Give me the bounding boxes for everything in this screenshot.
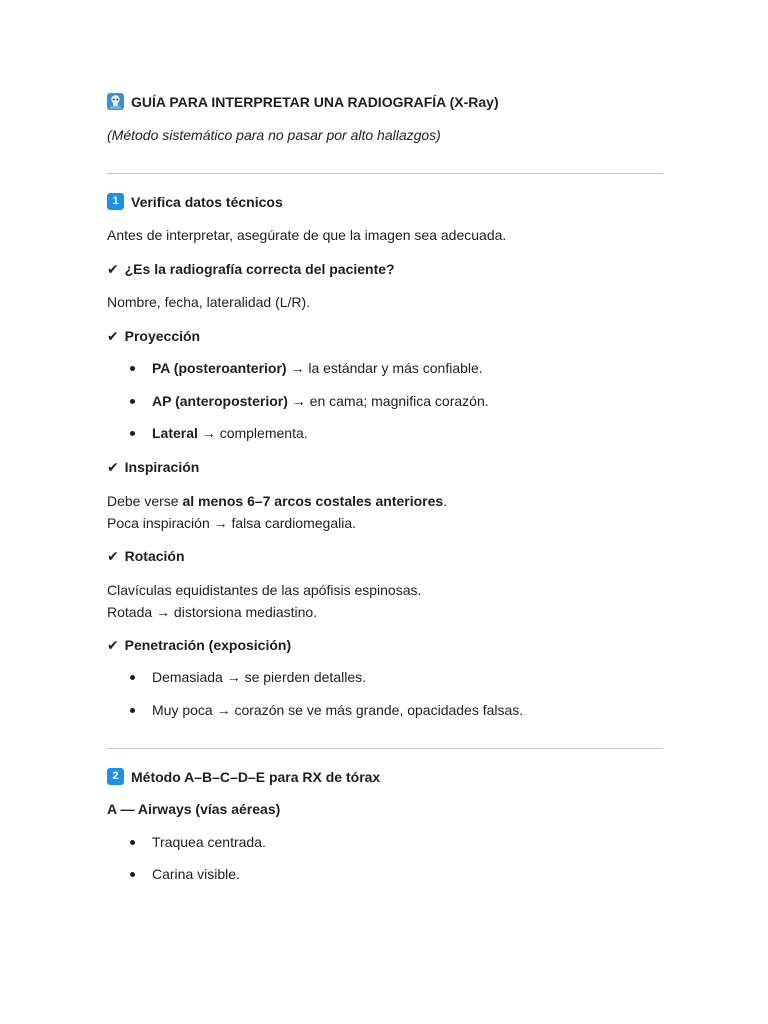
section-1-intro: Antes de interpretar, asegúrate de que la imagen sea adecuada. [107, 227, 507, 243]
check-icon: ✔ [107, 637, 119, 653]
patient-check-heading: ✔ ¿Es la radiografía correcta del paciente? [107, 261, 395, 277]
bullet-icon [130, 840, 135, 845]
rotation-text: Clavículas equidistantes de las apófisis espinosas. Rotada → distorsiona mediastino. [107, 582, 422, 620]
section-2-title: Método A–B–C–D–E para RX de tórax [131, 768, 381, 785]
divider [107, 748, 663, 749]
penetration-heading: ✔ Penetración (exposición) [107, 637, 292, 653]
document-title [107, 93, 499, 110]
list-item: Lateral → complementa. [130, 425, 308, 441]
patient-check-text: Nombre, fecha, lateralidad (L/R). [107, 294, 311, 310]
list-item: Traquea centrada. [130, 834, 266, 850]
check-icon: ✔ [107, 548, 119, 564]
airways-heading: A — Airways (vías aéreas) [107, 801, 281, 817]
divider [107, 173, 663, 174]
list-item: Muy poca → corazón se ve más grande, opacidades falsas. [130, 702, 523, 718]
bullet-icon [130, 675, 135, 680]
check-icon: ✔ [107, 328, 119, 344]
title-text: GUÍA PARA INTERPRETAR UNA RADIOGRAFÍA (X-Ray) [131, 93, 499, 110]
section-1-heading [107, 193, 283, 210]
list-item: Carina visible. [130, 866, 240, 882]
bullet-icon [130, 708, 135, 713]
bullet-icon [130, 366, 135, 371]
document-subtitle: (Método sistemático para no pasar por alto hallazgos) [107, 127, 441, 143]
bullet-icon [130, 431, 135, 436]
inspiration-heading: ✔ Inspiración [107, 459, 200, 475]
list-item: AP (anteroposterior) → en cama; magnifica corazón. [130, 393, 489, 409]
bullet-icon [130, 399, 135, 404]
number-1-badge: 1 [107, 193, 124, 210]
check-icon: ✔ [107, 261, 119, 277]
list-item: Demasiada → se pierden detalles. [130, 669, 366, 685]
list-item: PA (posteroanterior) → la estándar y más confiable. [130, 360, 483, 376]
projection-heading: ✔ Proyección [107, 328, 201, 344]
check-icon: ✔ [107, 459, 119, 475]
section-1-title: Verifica datos técnicos [131, 193, 283, 210]
rotation-heading: ✔ Rotación [107, 548, 185, 564]
number-2-badge: 2 [107, 768, 124, 785]
bullet-icon [130, 872, 135, 877]
inspiration-text: Debe verse al menos 6–7 arcos costales anteriores. Poca inspiración → falsa cardiomegalia. [107, 493, 448, 531]
xray-icon [107, 93, 124, 110]
section-2-heading [107, 768, 380, 785]
